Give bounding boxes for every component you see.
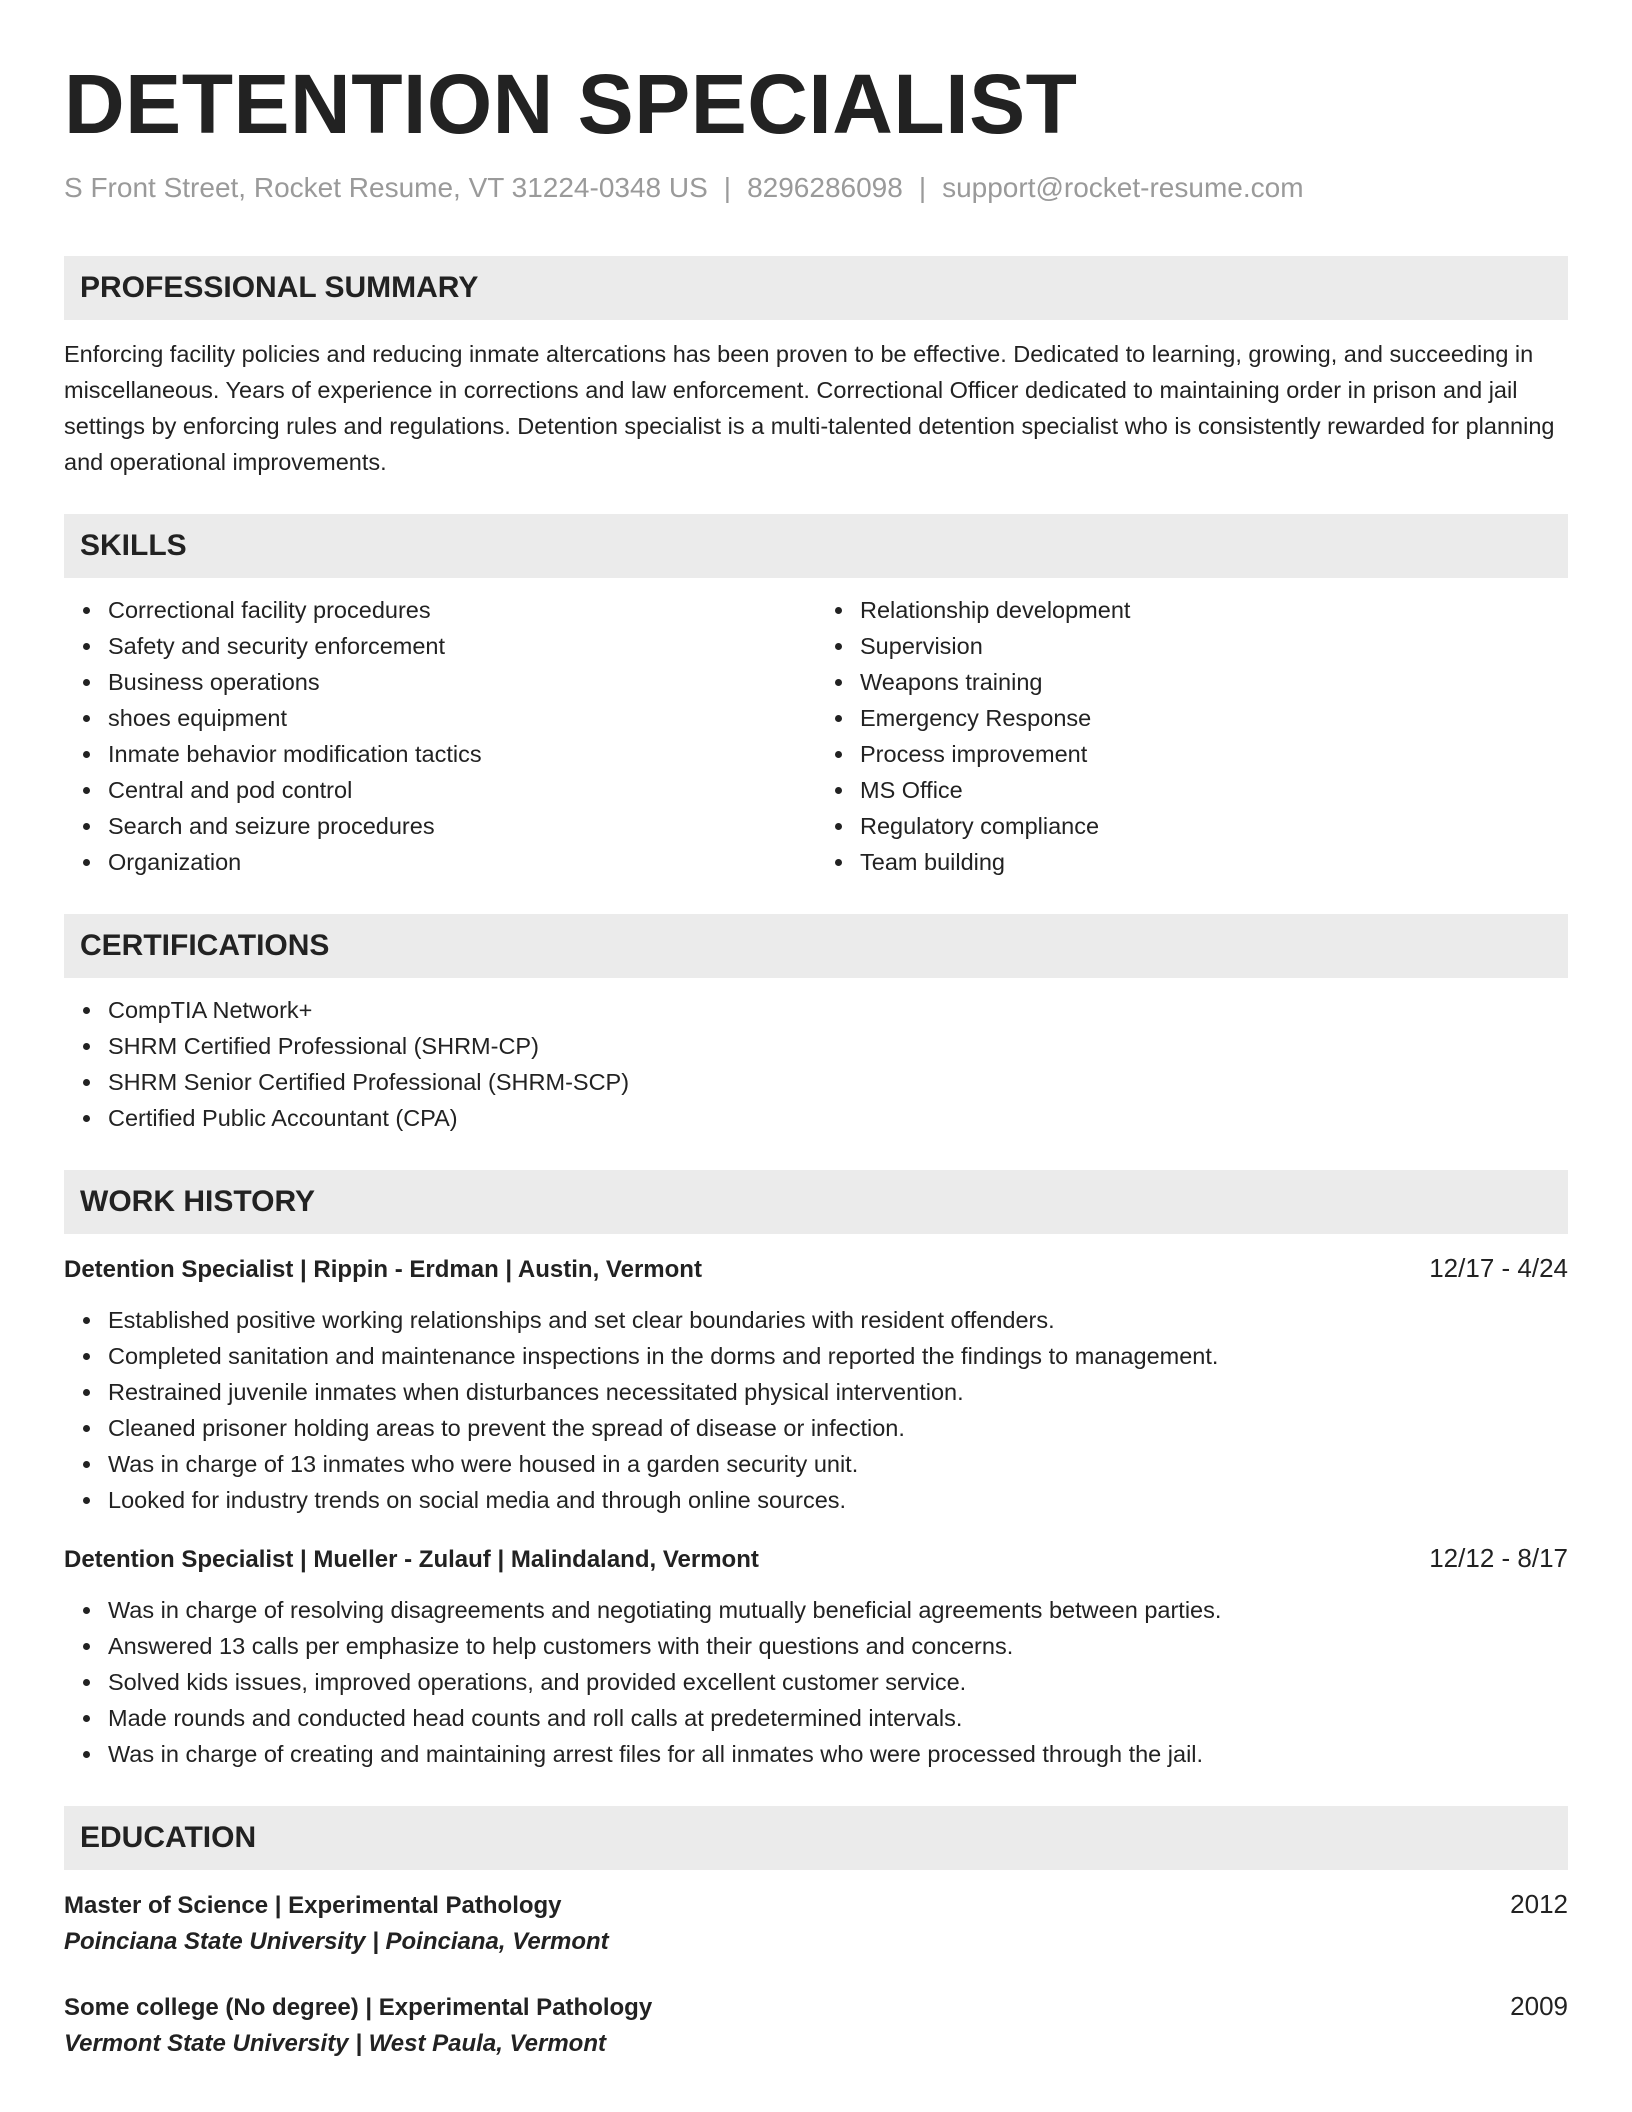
job-duty-item: Was in charge of resolving disagreements and negotiating mutually beneficial agreements between parties. xyxy=(64,1592,1568,1628)
job-duty-item: Was in charge of creating and maintaining arrest files for all inmates who were processed through the jail. xyxy=(64,1736,1568,1772)
job-duty-item: Looked for industry trends on social media and through online sources. xyxy=(64,1482,1568,1518)
skill-item: shoes equipment xyxy=(64,700,816,736)
contact-line xyxy=(64,170,1568,206)
job-dates: 12/12 - 8/17 xyxy=(1429,1543,1568,1573)
degree-title: Master of Science | Experimental Pathology xyxy=(64,1892,562,1919)
contact-separator: | xyxy=(723,172,732,203)
skill-item: Search and seizure procedures xyxy=(64,808,816,844)
skill-item: Inmate behavior modification tactics xyxy=(64,736,816,772)
skill-item: Supervision xyxy=(816,628,1568,664)
contact-email: support@rocket-resume.com xyxy=(942,172,1304,203)
skills-grid xyxy=(64,578,1568,880)
job-duty-item: Solved kids issues, improved operations, and provided excellent customer service. xyxy=(64,1664,1568,1700)
certification-item: SHRM Senior Certified Professional (SHRM-SCP) xyxy=(64,1064,1568,1100)
education-entry xyxy=(64,1886,1568,1960)
skill-item: Organization xyxy=(64,844,816,880)
skills-list-right xyxy=(816,592,1568,880)
job-title: Detention Specialist | Mueller - Zulauf | Malindaland, Vermont xyxy=(64,1546,759,1573)
job-header xyxy=(64,1250,1568,1288)
contact-address: S Front Street, Rocket Resume, VT 31224-0348 US xyxy=(64,172,708,203)
education-year: 2012 xyxy=(1510,1889,1568,1919)
section-heading-education: EDUCATION xyxy=(64,1806,1568,1870)
school-name: Poinciana State University | Poinciana, Vermont xyxy=(64,1928,609,1955)
skill-item: Regulatory compliance xyxy=(816,808,1568,844)
education-header xyxy=(64,1886,1568,1924)
skill-item: Emergency Response xyxy=(816,700,1568,736)
education-year: 2009 xyxy=(1510,1991,1568,2021)
section-heading-certifications: CERTIFICATIONS xyxy=(64,914,1568,978)
job-title: Detention Specialist | Rippin - Erdman | Austin, Vermont xyxy=(64,1256,702,1283)
job-duty-item: Cleaned prisoner holding areas to prevent the spread of disease or infection. xyxy=(64,1410,1568,1446)
skill-item: Safety and security enforcement xyxy=(64,628,816,664)
page-title: DETENTION SPECIALIST xyxy=(64,57,1078,151)
certification-item: CompTIA Network+ xyxy=(64,992,1568,1028)
job-duty-item: Answered 13 calls per emphasize to help customers with their questions and concerns. xyxy=(64,1628,1568,1664)
certification-item: Certified Public Accountant (CPA) xyxy=(64,1100,1568,1136)
skill-item: Team building xyxy=(816,844,1568,880)
skill-item: Weapons training xyxy=(816,664,1568,700)
job-entry xyxy=(64,1250,1568,1518)
skill-item: Business operations xyxy=(64,664,816,700)
job-duties-list xyxy=(64,1592,1568,1772)
job-duty-item: Established positive working relationships and set clear boundaries with resident offenders. xyxy=(64,1302,1568,1338)
section-heading-skills: SKILLS xyxy=(64,514,1568,578)
section-heading-summary: PROFESSIONAL SUMMARY xyxy=(64,256,1568,320)
job-duty-item: Made rounds and conducted head counts and roll calls at predetermined intervals. xyxy=(64,1700,1568,1736)
job-duty-item: Restrained juvenile inmates when disturbances necessitated physical intervention. xyxy=(64,1374,1568,1410)
skills-list-left xyxy=(64,592,816,880)
certifications-list xyxy=(64,992,1568,1136)
job-duty-item: Completed sanitation and maintenance inspections in the dorms and reported the findings to management. xyxy=(64,1338,1568,1374)
section-heading-work-history: WORK HISTORY xyxy=(64,1170,1568,1234)
job-header xyxy=(64,1540,1568,1578)
job-dates: 12/17 - 4/24 xyxy=(1429,1253,1568,1283)
job-entry xyxy=(64,1540,1568,1772)
education-entry xyxy=(64,1988,1568,2062)
education-header xyxy=(64,1988,1568,2026)
job-duty-item: Was in charge of 13 inmates who were housed in a garden security unit. xyxy=(64,1446,1568,1482)
certification-item: SHRM Certified Professional (SHRM-CP) xyxy=(64,1028,1568,1064)
skill-item: Correctional facility procedures xyxy=(64,592,816,628)
summary-text: Enforcing facility policies and reducing inmate altercations has been proven to be effective. Dedicated to learning, growing, and succeeding in miscellaneous. Years of experience in corrections and law enforcement. Correctional Officer dedicated to maintaining order in prison and jail settings by enforcing rules and regulations. Detention specialist is a multi-talented detention specialist who is consistently rewarded for planning and operational improvements. xyxy=(64,341,1555,475)
job-duties-list xyxy=(64,1302,1568,1518)
school-name: Vermont State University | West Paula, Vermont xyxy=(64,2030,606,2057)
skill-item: Process improvement xyxy=(816,736,1568,772)
skill-item: Central and pod control xyxy=(64,772,816,808)
skill-item: MS Office xyxy=(816,772,1568,808)
contact-phone: 8296286098 xyxy=(747,172,903,203)
skill-item: Relationship development xyxy=(816,592,1568,628)
contact-separator: | xyxy=(918,172,927,203)
degree-title: Some college (No degree) | Experimental Pathology xyxy=(64,1994,653,2021)
